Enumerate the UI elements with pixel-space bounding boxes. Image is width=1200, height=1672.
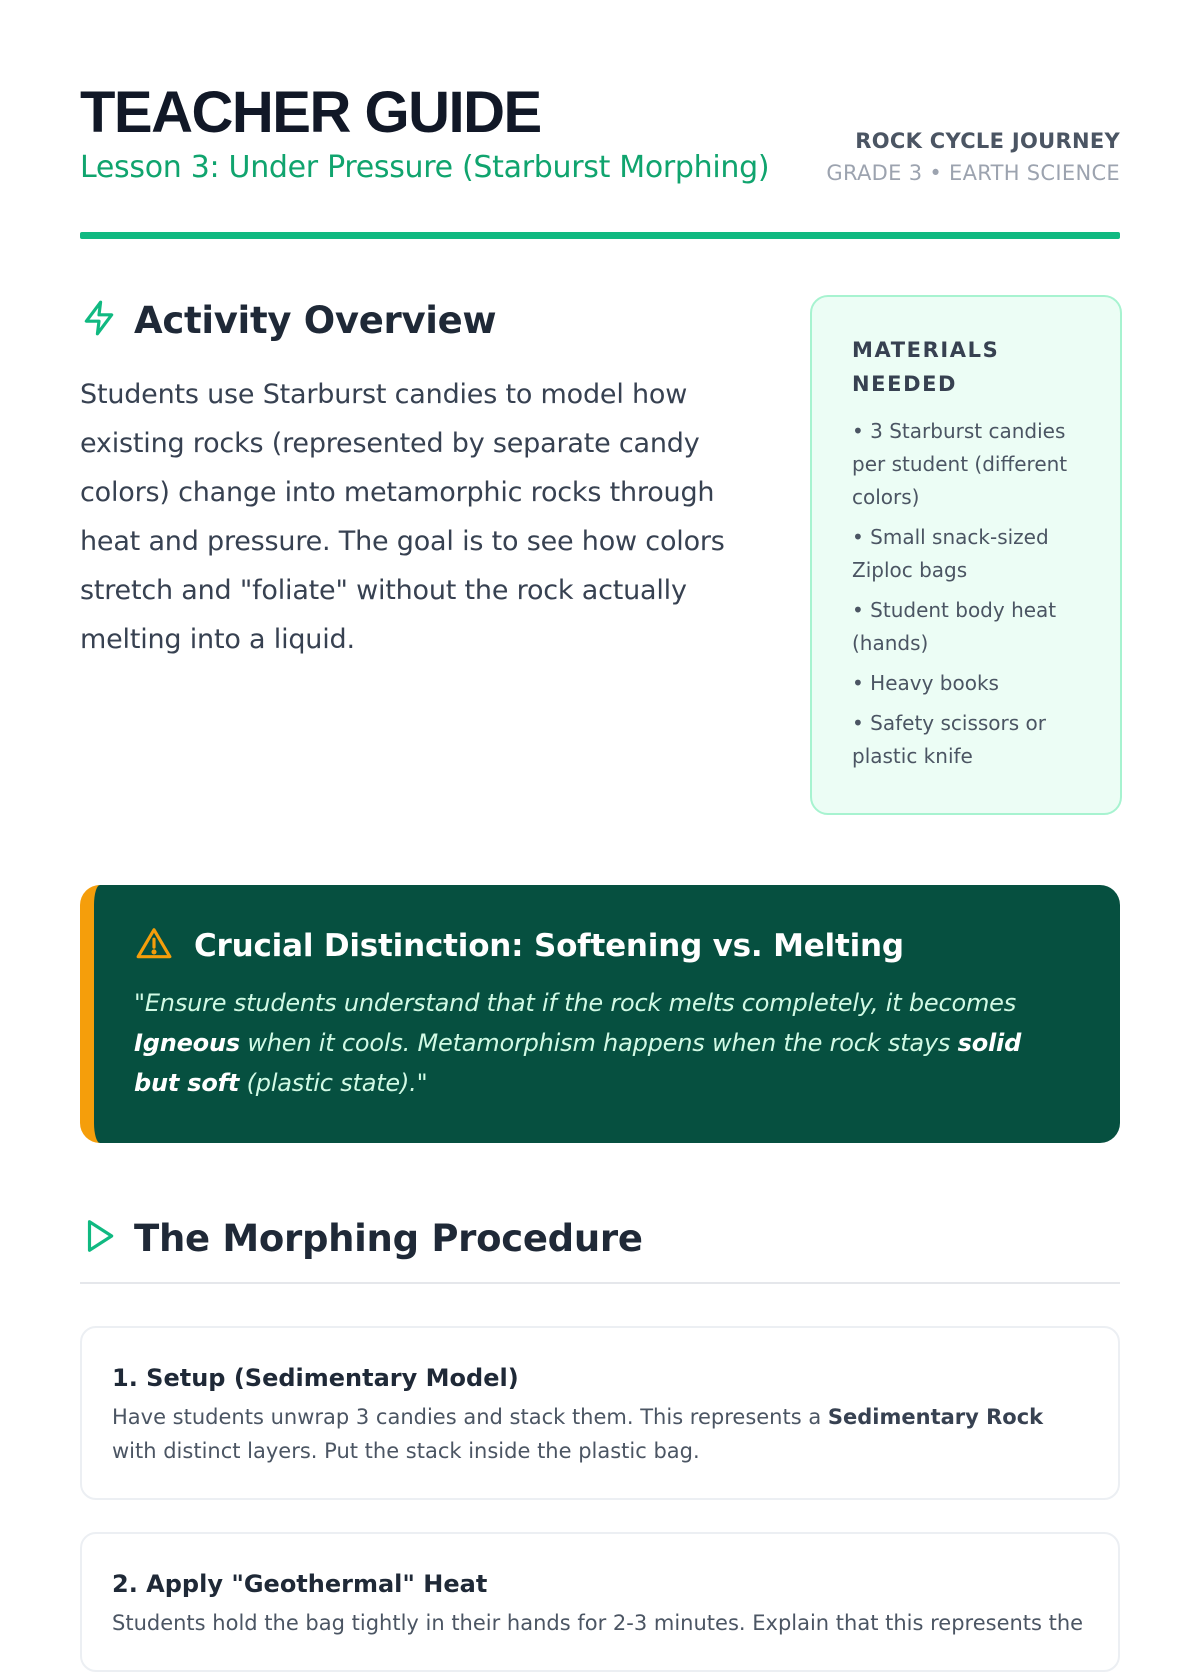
procedure-step — [80, 1326, 1120, 1500]
header — [80, 80, 1120, 240]
activity-overview — [80, 290, 740, 664]
lesson-subtitle: Lesson 3: Under Pressure (Starburst Morphing) — [80, 150, 770, 185]
page-title: TEACHER GUIDE — [80, 80, 541, 145]
quote-emphasis: solid but soft — [134, 1029, 1022, 1097]
overview-heading — [80, 290, 740, 350]
overview-title: Activity Overview — [134, 298, 497, 342]
step-text — [112, 1400, 1088, 1468]
procedure-heading — [80, 1210, 1120, 1266]
play-icon — [80, 1216, 118, 1260]
quote-emphasis: Igneous — [134, 1029, 240, 1057]
step-text-part: Have students unwrap 3 candies and stack them. This represents a — [112, 1405, 828, 1429]
list-item: • Safety scissors or plastic knife — [852, 711, 1046, 768]
header-divider — [80, 232, 1120, 239]
list-item: • Heavy books — [852, 671, 999, 695]
header-meta — [826, 126, 1120, 190]
quote-text: "Ensure students understand that if the rock melts completely, it becomes — [134, 989, 1017, 1017]
step-text-part: Students hold the bag tightly in their hands for 2-3 minutes. Explain that this represents the — [112, 1611, 1084, 1635]
step-title: 1. Setup (Sedimentary Model) — [112, 1364, 519, 1392]
materials-title: MATERIALS NEEDED — [852, 338, 1000, 396]
grade-subject: GRADE 3 • EARTH SCIENCE — [826, 161, 1120, 185]
quote-text: when it cools. Metamorphism happens when the rock stays — [239, 1029, 958, 1057]
quote-text: (plastic state)." — [239, 1069, 428, 1097]
procedure-step — [80, 1532, 1120, 1672]
materials-list — [852, 415, 1080, 773]
step-emphasis: Sedimentary Rock — [827, 1405, 1044, 1429]
step-title: 2. Apply "Geothermal" Heat — [112, 1570, 488, 1598]
crucial-distinction-callout — [80, 885, 1120, 1143]
list-item: • 3 Starburst candies per student (different colors) — [852, 419, 1068, 509]
warning-icon — [134, 925, 174, 967]
teacher-guide-page — [80, 0, 1120, 1635]
materials-card — [810, 295, 1122, 815]
list-item: • Student body heat (hands) — [852, 598, 1057, 655]
procedure-divider — [80, 1282, 1120, 1284]
procedure-title: The Morphing Procedure — [134, 1216, 643, 1260]
morphing-procedure — [80, 1210, 1120, 1672]
alert-title: Crucial Distinction: Softening vs. Melting — [194, 928, 904, 964]
course-name: ROCK CYCLE JOURNEY — [855, 129, 1120, 153]
lightning-icon — [80, 298, 118, 342]
list-item: • Small snack-sized Ziploc bags — [852, 525, 1049, 582]
overview-text: Students use Starburst candies to model how existing rocks (represented by separate candy colors) change into metamorphic rocks through heat and pressure. The goal is to see how colors stretch and "foliate" without the rock actually melting into a liquid. — [80, 379, 725, 655]
alert-quote — [134, 983, 1068, 1103]
step-text — [112, 1606, 1088, 1640]
step-text-part: with distinct layers. Put the stack inside the plastic bag. — [112, 1439, 700, 1463]
alert-heading — [134, 921, 1068, 971]
